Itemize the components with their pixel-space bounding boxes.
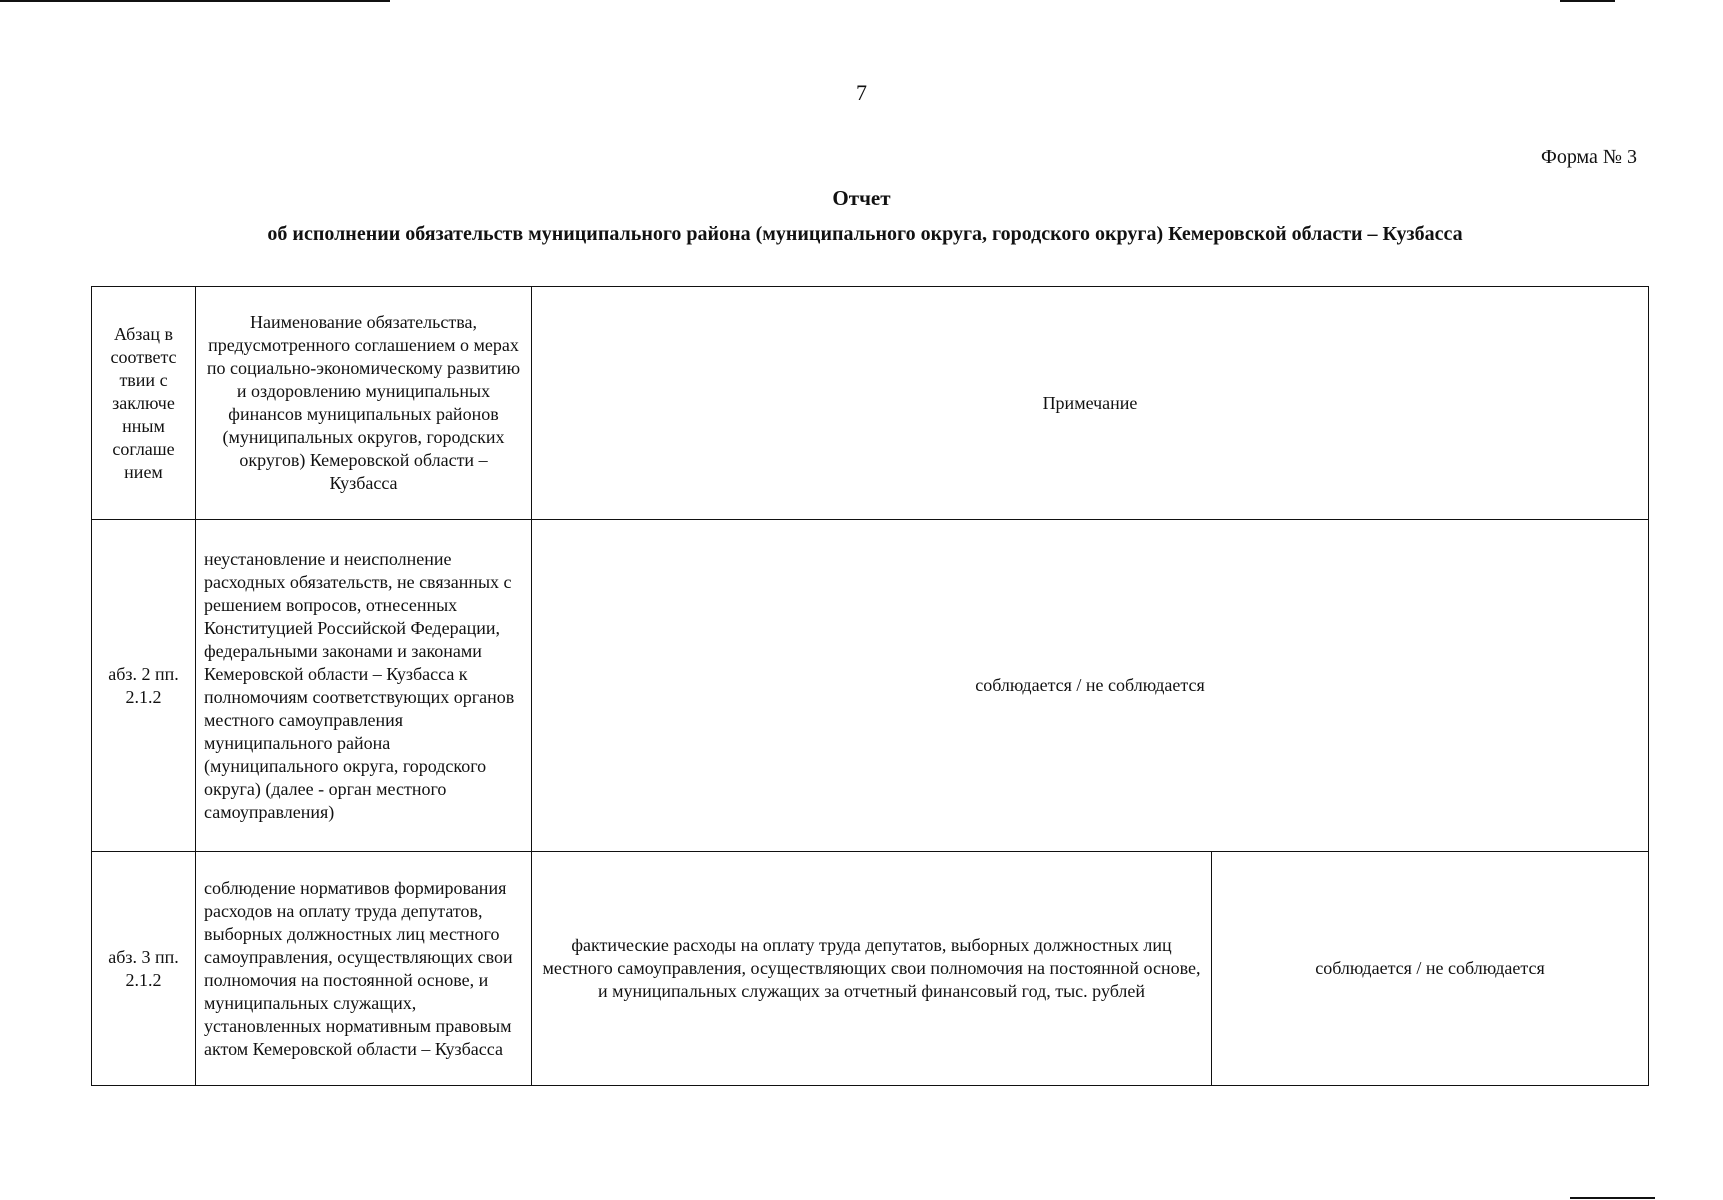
row-paragraph-cell: абз. 2 пп. 2.1.2 <box>92 520 196 852</box>
header-paragraph-cell: Абзац в соответс твии с заключе нным соглаше нием <box>92 287 196 520</box>
document-subtitle: об исполнении обязательств муниципального района (муниципального округа, городского округа) Кемеровской области – Кузбасса <box>267 223 1463 245</box>
row-obligation-cell: неустановление и неисполнение расходных обязательств, не связанных с решением вопросов, отнесенных Конституцией Российской Федерации, федеральными законами и законами Кемеровской области – Кузбасса к полномочиям соответствующих органов местного самоуправления муниципального района (муниципального округа, городского округа) (далее - орган местного самоуправления) <box>196 520 532 852</box>
header-obligation-cell: Наименование обязательства, предусмотренного соглашением о мерах по социально-экономическому развитию и оздоровлению муниципальных финансов муниципальных районов (муниципальных округов, городских округов) Кемеровской области – Кузбасса <box>196 287 532 520</box>
report-table <box>91 286 1649 1086</box>
document-title: Отчет <box>832 186 891 210</box>
page-number: 7 <box>856 80 867 105</box>
table-row <box>92 520 1649 852</box>
scan-edge-top-right <box>1560 0 1615 2</box>
row-note-status-cell: соблюдается / не соблюдается <box>1212 852 1649 1086</box>
scan-edge-top-left <box>0 0 390 2</box>
form-label: Форма № 3 <box>1541 146 1637 168</box>
table-row <box>92 852 1649 1086</box>
row-paragraph-cell: абз. 3 пп. 2.1.2 <box>92 852 196 1086</box>
row-note-detail-cell: фактические расходы на оплату труда депутатов, выборных должностных лиц местного самоуправления, осуществляющих свои полномочия на постоянной основе, и муниципальных служащих за отчетный финансовый год, тыс. рублей <box>532 852 1212 1086</box>
table-header-row <box>92 287 1649 520</box>
header-note-cell: Примечание <box>532 287 1649 520</box>
scan-edge-bottom-right <box>1570 1197 1655 1199</box>
row-note-cell: соблюдается / не соблюдается <box>532 520 1649 852</box>
row-obligation-cell: соблюдение нормативов формирования расходов на оплату труда депутатов, выборных должностных лиц местного самоуправления, осуществляющих свои полномочия на постоянной основе, и муниципальных служащих, установленных нормативным правовым актом Кемеровской области – Кузбасса <box>196 852 532 1086</box>
